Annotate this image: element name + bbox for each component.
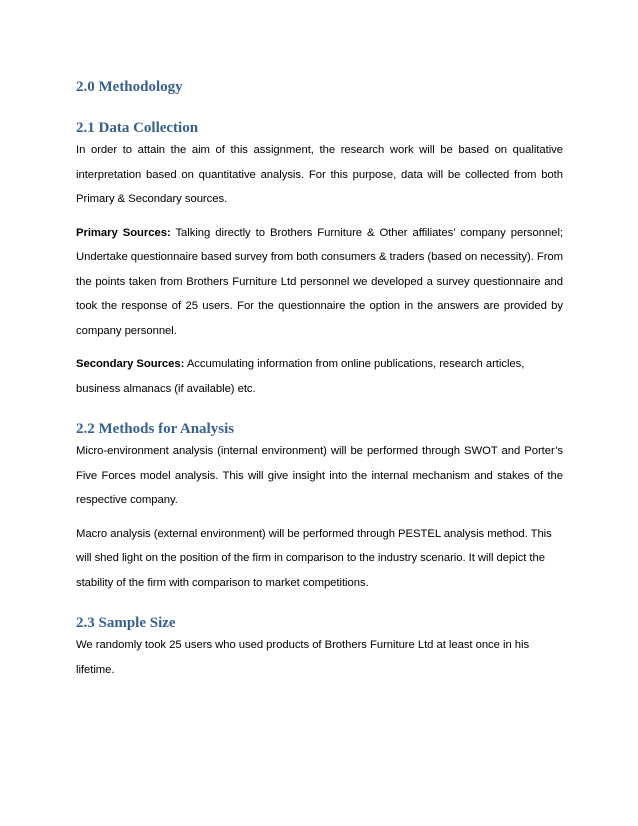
- secondary-sources-label: Secondary Sources:: [76, 358, 185, 370]
- paragraph-sample-size: We randomly took 25 users who used products of Brothers Furniture Ltd at least once in his lifetime.: [76, 639, 530, 676]
- heading-sample-size: 2.3 Sample Size: [76, 615, 176, 631]
- heading-data-collection: 2.1 Data Collection: [76, 120, 199, 136]
- paragraph-secondary-sources: [76, 352, 563, 401]
- paragraph-macro-analysis: Macro analysis (external environment) will be performed through PESTEL analysis method. This will shed light on the position of the firm in comparison to the industry scenario. It will depict the stability of the firm with comparison to market competitions.: [76, 527, 552, 589]
- primary-sources-text: Talking directly to Brothers Furniture & Other affiliates’ company personnel; Undertake questionnaire based survey from both consumers & traders (based on necessity). From the points taken from Brothers Furniture Ltd personnel we developed a survey questionnaire and took the response of 25 users. For the questionnaire the option in the answers are provided by company personnel.: [76, 226, 563, 337]
- paragraph-primary-sources: [76, 221, 563, 344]
- secondary-sources-text: Accumulating information from online publications, research articles, business almanacs (if available) etc.: [76, 358, 525, 395]
- section-sample-size: [76, 613, 563, 682]
- heading-methods-analysis: 2.2 Methods for Analysis: [76, 421, 235, 437]
- section-data-collection: [76, 118, 563, 401]
- document-page: [76, 70, 563, 700]
- primary-sources-label: Primary Sources:: [76, 226, 171, 239]
- section-methods-analysis: [76, 419, 563, 595]
- heading-methodology: 2.0 Methodology: [76, 79, 183, 95]
- paragraph-micro-analysis: Micro-environment analysis (internal environment) will be performed through SWOT and Porter’s Five Forces model analysis. This will give insight into the internal mechanism and stakes of the respective company.: [76, 445, 563, 506]
- paragraph-intro: In order to attain the aim of this assignment, the research work will be based on qualitative interpretation based on quantitative analysis. For this purpose, data will be collected from both Primary & Secondary sources.: [76, 144, 563, 205]
